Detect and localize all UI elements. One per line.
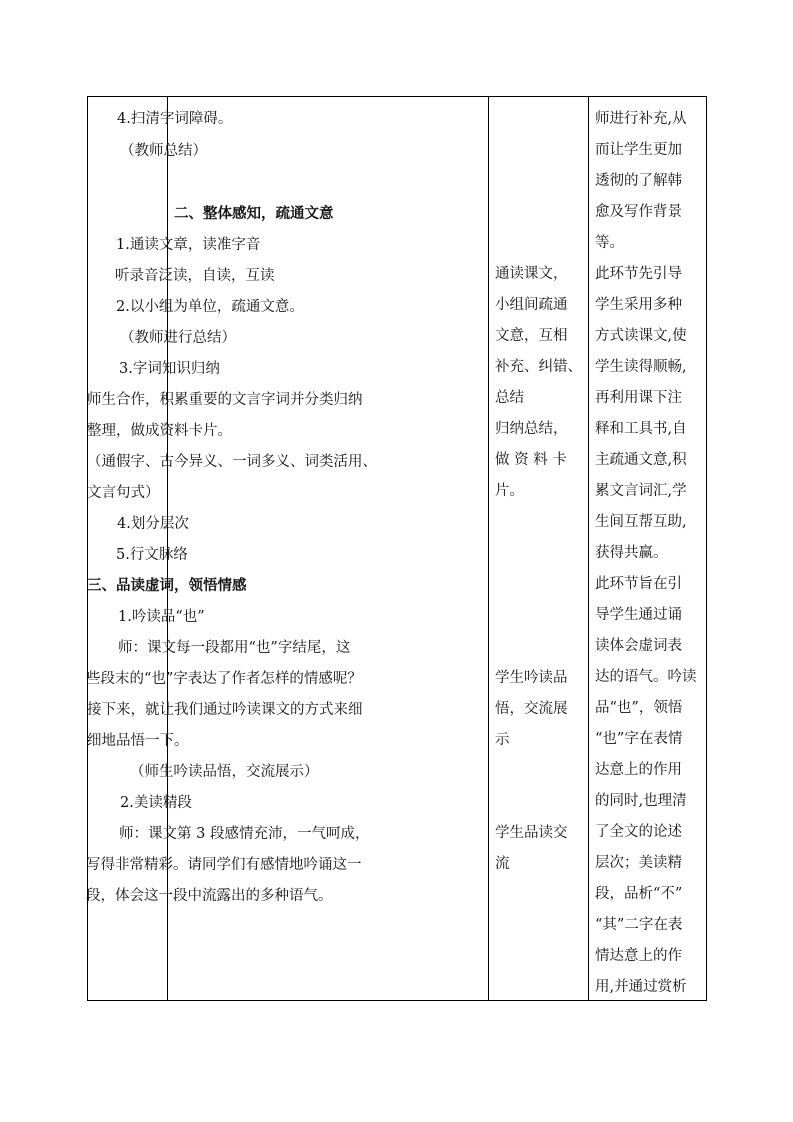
text-line: 3.字词知识归纳 <box>119 361 220 377</box>
text-line: 听录音泛读，自读，互读 <box>115 268 275 284</box>
text-line: 再利用课下注 <box>595 390 682 406</box>
text-line: 4.扫清字词障碍。 <box>117 111 233 127</box>
text-line: 生间互帮互助, <box>595 514 687 530</box>
text-line: 愈及写作背景 <box>595 204 682 220</box>
text-line: 2.以小组为单位，疏通文意。 <box>116 299 304 315</box>
text-line: 品“也”，领悟 <box>595 700 683 716</box>
text-line: 师：课文第 3 段感情充沛，一气呵成， <box>119 826 370 842</box>
text-line: 接下来，就让我们通过吟读课文的方式来细 <box>87 702 363 718</box>
text-line: 悟，交流展 <box>495 701 568 717</box>
text-line: （教师总结） <box>120 143 207 159</box>
text-line: 达意上的作用 <box>595 762 682 778</box>
text-line: 师：课文每一段都用“也”字结尾，这 <box>118 640 351 656</box>
text-line: 师生合作，积累重要的文言字词并分类归纳 <box>87 392 363 408</box>
text-line: 做 资 料 卡 <box>495 452 567 468</box>
text-line: 层次；美读精 <box>595 855 682 871</box>
text-line: “也”字在表情 <box>595 731 683 747</box>
text-line: 补充、纠错、 <box>495 359 582 375</box>
text-line: 学生采用多种 <box>595 297 682 313</box>
text-line: 二、整体感知，疏通文意 <box>174 205 334 222</box>
text-line: 情达意上的作 <box>595 948 682 964</box>
text-line: 段，体会这一段中流露出的多种语气。 <box>86 888 333 904</box>
text-line: 透彻的了解韩 <box>595 173 682 189</box>
text-line: 获得共赢。 <box>595 545 668 561</box>
text-line: 归纳总结， <box>495 421 568 437</box>
text-line: 导学生通过诵 <box>595 607 682 623</box>
text-line: 用,并通过赏析 <box>595 979 687 995</box>
text-line: 主疏通文意,积 <box>595 452 687 468</box>
text-line: 细地品悟一下。 <box>87 733 189 749</box>
text-line: 达的语气。吟读 <box>595 669 697 685</box>
text-line: 整理，做成资料卡片。 <box>87 423 232 439</box>
teaching-content-column <box>86 97 488 1000</box>
text-line: 1.通读文章，读准字音 <box>116 237 261 253</box>
text-line: 示 <box>495 732 510 748</box>
text-line: 读体会虚词表 <box>595 638 682 654</box>
text-line: 的同时,也理清 <box>595 793 687 809</box>
text-line: 学生读得顺畅, <box>595 359 687 375</box>
text-line: 等。 <box>595 235 624 251</box>
text-line: 些段末的“也”字表达了作者怎样的情感呢？ <box>86 671 362 687</box>
text-line: 而让学生更加 <box>595 142 682 158</box>
text-line: 此环节先引导 <box>595 266 682 282</box>
text-line: 2.美读精段 <box>120 795 192 811</box>
text-line: 学生品读交 <box>495 825 568 841</box>
text-line: （师生吟读品悟，交流展示） <box>130 764 319 780</box>
text-line: 师进行补充,从 <box>595 111 687 127</box>
text-line: 释和工具书,自 <box>595 421 687 437</box>
text-line: 文意，互相 <box>495 328 568 344</box>
text-line: 1.吟读品“也” <box>118 609 205 625</box>
design-intent-column <box>589 97 707 1000</box>
text-line: “其”二字在表 <box>595 917 683 933</box>
text-line: 总结 <box>495 390 524 406</box>
text-line: 通读课文， <box>495 266 568 282</box>
text-line: 片。 <box>495 483 524 499</box>
text-line: 累文言词汇,学 <box>595 483 687 499</box>
text-line: 小组间疏通 <box>495 297 568 313</box>
text-line: 了全文的论述 <box>595 824 682 840</box>
text-line: 文言句式） <box>87 485 160 501</box>
student-activity-column <box>489 97 588 1000</box>
text-line: 段，品析“不” <box>595 886 683 902</box>
text-line: 此环节旨在引 <box>595 576 682 592</box>
lesson-plan-table <box>87 96 707 1001</box>
text-line: 三、品读虚词，领悟情感 <box>87 577 247 594</box>
text-line: 4.划分层次 <box>117 516 189 532</box>
text-line: 流 <box>495 856 510 872</box>
text-line: 写得非常精彩。请同学们有感情地吟诵这一 <box>86 857 362 873</box>
text-line: 5.行文脉络 <box>116 547 188 563</box>
text-line: 方式读课文,使 <box>595 328 687 344</box>
text-line: （教师进行总结） <box>120 330 236 346</box>
text-line: 学生吟读品 <box>495 670 568 686</box>
text-line: （通假字、古今异义、一词多义、词类活用、 <box>87 454 377 470</box>
